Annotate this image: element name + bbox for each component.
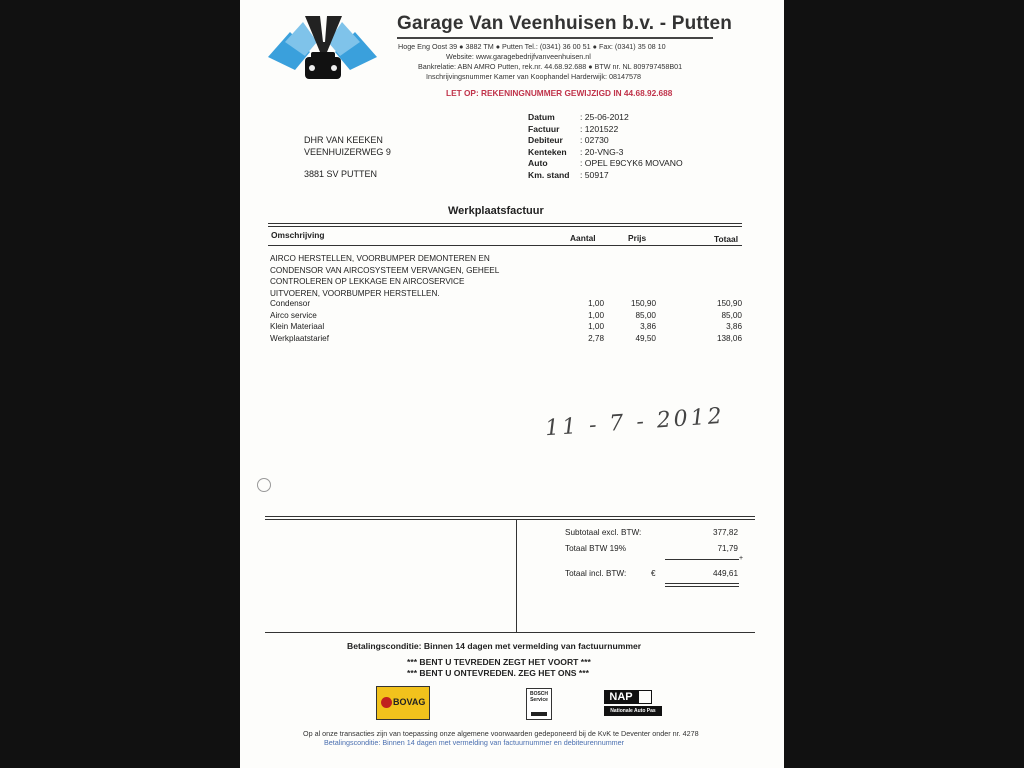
invoice-title: Werkplaatsfactuur (448, 205, 544, 217)
subtotal-label: Subtotaal excl. BTW: (565, 528, 642, 537)
vat-label: Totaal BTW 19% (565, 544, 626, 553)
handwritten-date: 11 - 7 - 2012 (544, 403, 726, 442)
punch-hole (257, 478, 271, 492)
bovag-logo-mark (381, 697, 392, 708)
total-underline-2 (665, 586, 739, 587)
account-change-notice: LET OP: REKENINGNUMMER GEWIJZIGD IN 44.68.92.688 (446, 88, 673, 98)
company-website: Website: www.garagebedrijfvanveenhuisen.nl (446, 52, 591, 61)
description-line: CONDENSOR VAN AIRCOSYSTEEM VERVANGEN, GEHEEL (270, 265, 500, 275)
total-label: Totaal incl. BTW: (565, 569, 627, 578)
meta-label-plate: Kenteken (528, 146, 567, 157)
meta-label-debtor: Debiteur (528, 135, 563, 145)
description-line: UITVOEREN, VOORBUMPER HERSTELLEN. (270, 288, 440, 298)
totals-divider (516, 519, 517, 633)
table-header-bottom-line (268, 245, 742, 246)
meta-label-car: Auto (528, 158, 548, 168)
vat-value: 71,79 (717, 544, 738, 553)
item-name: Klein Materiaal (270, 322, 325, 332)
meta-label-invoice: Factuur (528, 123, 560, 134)
bovag-logo (376, 686, 430, 720)
company-address: Hoge Eng Oost 39 ● 3882 TM ● Putten Tel.: (0341) 36 00 51 ● Fax: (0341) 35 08 10 (398, 42, 666, 51)
col-header-price: Prijs (628, 233, 647, 243)
item-name: Werkplaatstarief (270, 334, 330, 344)
company-kvk: Inschrijvingsnummer Kamer van Koophandel Harderwijk: 08147578 (426, 72, 641, 81)
total-value: 449,61 (712, 569, 738, 578)
payment-condition: Betalingsconditie: Binnen 14 dagen met vermelding van factuurnummer (347, 641, 642, 651)
item-total: 85,00 (721, 310, 742, 320)
description-line: AIRCO HERSTELLEN, VOORBUMPER DEMONTEREN EN (270, 254, 490, 263)
bosch-service-logo (526, 688, 552, 720)
line-items (270, 298, 742, 345)
item-qty: 1,00 (588, 322, 604, 332)
meta-value-debtor: : 02730 (580, 135, 609, 145)
item-price: 49,50 (635, 334, 656, 344)
meta-label-date: Datum (528, 112, 555, 122)
item-total: 138,06 (716, 334, 742, 344)
meta-label-km: Km. stand (528, 169, 570, 180)
customer-city: 3881 SV PUTTEN (304, 169, 378, 179)
meta-value-km: : 50917 (580, 169, 609, 180)
slogan-unsatisfied: *** BENT U ONTEVREDEN. ZEG HET ONS *** (407, 668, 589, 678)
sum-line (665, 559, 739, 560)
table-top-line-2 (268, 226, 742, 227)
totals-top-line (265, 516, 755, 517)
nap-logo-text: NAP (604, 690, 638, 704)
meta-value-car: : OPEL E9CYK6 MOVANO (580, 158, 683, 168)
plus-sign: + (739, 555, 744, 562)
bosch-logo-text: BOSCH Service (529, 691, 549, 703)
col-header-qty: Aantal (570, 233, 596, 243)
table-top-line-1 (268, 223, 742, 224)
slogan-satisfied: *** BENT U TEVREDEN ZEGT HET VOORT *** (407, 657, 591, 667)
total-underline-1 (665, 583, 739, 584)
item-price: 150,90 (630, 299, 656, 308)
customer-name: DHR VAN KEEKEN (304, 135, 383, 145)
subtotal-value: 377,82 (712, 528, 738, 537)
item-name: Condensor (270, 299, 311, 308)
col-header-description: Omschrijving (271, 230, 325, 240)
company-name: Garage Van Veenhuisen b.v. - Putten (397, 13, 733, 34)
item-total: 3,86 (726, 322, 742, 332)
item-price: 3,86 (640, 322, 656, 332)
work-description (270, 253, 499, 299)
totals-top-line-2 (265, 519, 755, 520)
item-qty: 1,00 (588, 310, 604, 320)
col-header-total: Totaal (714, 234, 739, 244)
item-name: Airco service (270, 310, 317, 320)
meta-value-invoice: : 1201522 (580, 123, 619, 134)
bosch-logo-bar (531, 712, 547, 716)
company-bank: Bankrelatie: ABN AMRO Putten, rek.nr. 44.68.92.688 ● BTW nr. NL 809797458B01 (418, 62, 683, 71)
item-total: 150,90 (716, 299, 742, 308)
nap-logo-subtitle: Nationale Auto Pas (604, 706, 662, 716)
currency-symbol: € (651, 569, 656, 578)
description-line: CONTROLEREN OP LEKKAGE EN AIRCOSERVICE (270, 277, 465, 286)
nap-logo-check (638, 690, 652, 704)
company-name-underline (397, 37, 713, 39)
garage-logo (265, 12, 380, 87)
item-qty: 2,78 (588, 334, 604, 344)
terms-payment-text: Betalingsconditie: Binnen 14 dagen met vermelding van factuurnummer en debiteurennummer (324, 738, 625, 747)
totals-bottom-line (265, 632, 755, 633)
item-qty: 1,00 (588, 299, 604, 308)
invoice-meta (528, 112, 780, 180)
bovag-logo-text: BOVAG (393, 697, 426, 707)
meta-value-plate: : 20-VNG-3 (580, 146, 624, 157)
item-price: 85,00 (635, 310, 656, 320)
terms-text: Op al onze transacties zijn van toepassing onze algemene voorwaarden gedeponeerd bij de KvK te Deventer onder nr. 4278 (303, 729, 699, 738)
invoice-page (240, 0, 784, 768)
customer-street: VEENHUIZERWEG 9 (304, 147, 391, 157)
meta-value-date: : 25-06-2012 (580, 112, 629, 122)
nap-logo (604, 690, 662, 718)
